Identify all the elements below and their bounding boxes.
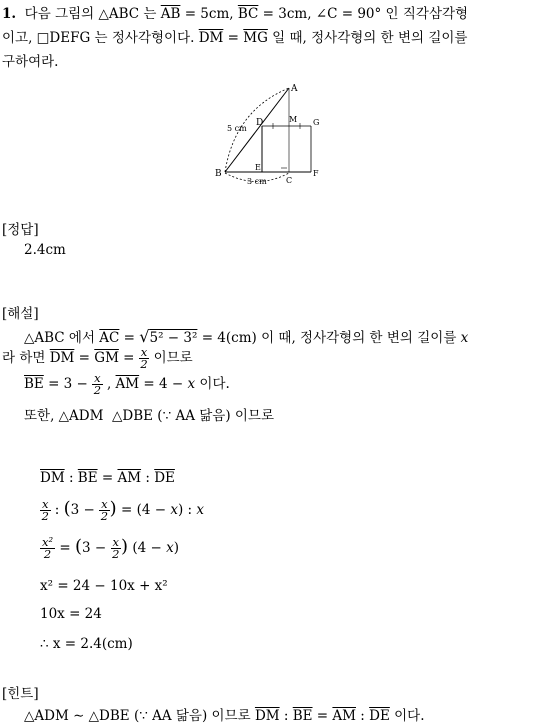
- problem-line-3: 구하여라.: [2, 54, 59, 70]
- answer-value: 2.4cm: [24, 242, 66, 258]
- triangle-square-figure: [205, 80, 335, 190]
- step-4: x² = 24 − 10x + x²: [40, 578, 168, 594]
- problem-line-2: 이고, □DEFG 는 정사각형이다. $\overline{DM} = \overline{MG}$ 일 때, 정사각형의 한 변의 길이를: [2, 30, 468, 46]
- label-b: B: [215, 169, 222, 179]
- solution-line-1: △ABC 에서 $\overline{AC} = √5^2 - 3^2 = 4(cm)$ 이 때, 정사각형의 한 변의 길이를 x: [24, 327, 469, 346]
- label-e: E: [255, 163, 261, 172]
- solution-line-2: 라 하면 $\overline{DM} = \overline{GM}$ = $\frac{x}{2}$ 이므로: [2, 344, 193, 371]
- hint-text: △ADM ∼ △DBE (∵ AA 닮음) 이므로 $\overline{DM}$ : $\overline{BE} = \overline{AM}$ : $\overline{DE}$ 이다.: [24, 708, 425, 724]
- solution-header: [해설]: [2, 306, 39, 322]
- label-m: M: [289, 115, 298, 124]
- label-d: D: [256, 118, 264, 128]
- step-2: $\frac{x}{2}$ : (3 − $\frac{x}{2}$ ) = (4 − x) : x: [41, 496, 204, 523]
- label-side-ab: 5 cm: [227, 124, 247, 133]
- label-side-bc: 3 cm: [247, 177, 267, 186]
- label-a: A: [291, 84, 298, 94]
- label-c: C: [286, 176, 293, 185]
- label-g: G: [313, 118, 320, 127]
- hint-header: [힌트]: [2, 686, 39, 702]
- solution-line-4: 또한, △ADM △DBE (∵ AA 닮음) 이므로: [24, 408, 274, 424]
- label-f: F: [313, 169, 319, 178]
- step-1: $\overline{DM}$ : $\overline{BE} = \overline{AM}$ : $\overline{DE}$: [40, 470, 175, 486]
- problem-number: 1.: [2, 6, 17, 22]
- problem-line-1: 1. 다음 그림의 △ABC 는 $\overline{AB} = 5cm$, $\overline{BC} = 3cm$, ∠C = 90° 인 직각삼각형: [2, 6, 469, 22]
- step-3: $\frac{\text{x²}}{2}$ = (3 − $\frac{x}{2}$ ) (4 − x): [42, 534, 180, 561]
- step-5: 10x = 24: [40, 606, 102, 622]
- solution-line-3: $\overline{BE} = 3$ − $\frac{x}{2}$ , $\overline{AM} = 4 - x$ 이다.: [24, 370, 230, 397]
- answer-header: [정답]: [2, 222, 39, 238]
- step-6: ∴ x = 2.4(cm): [40, 636, 133, 652]
